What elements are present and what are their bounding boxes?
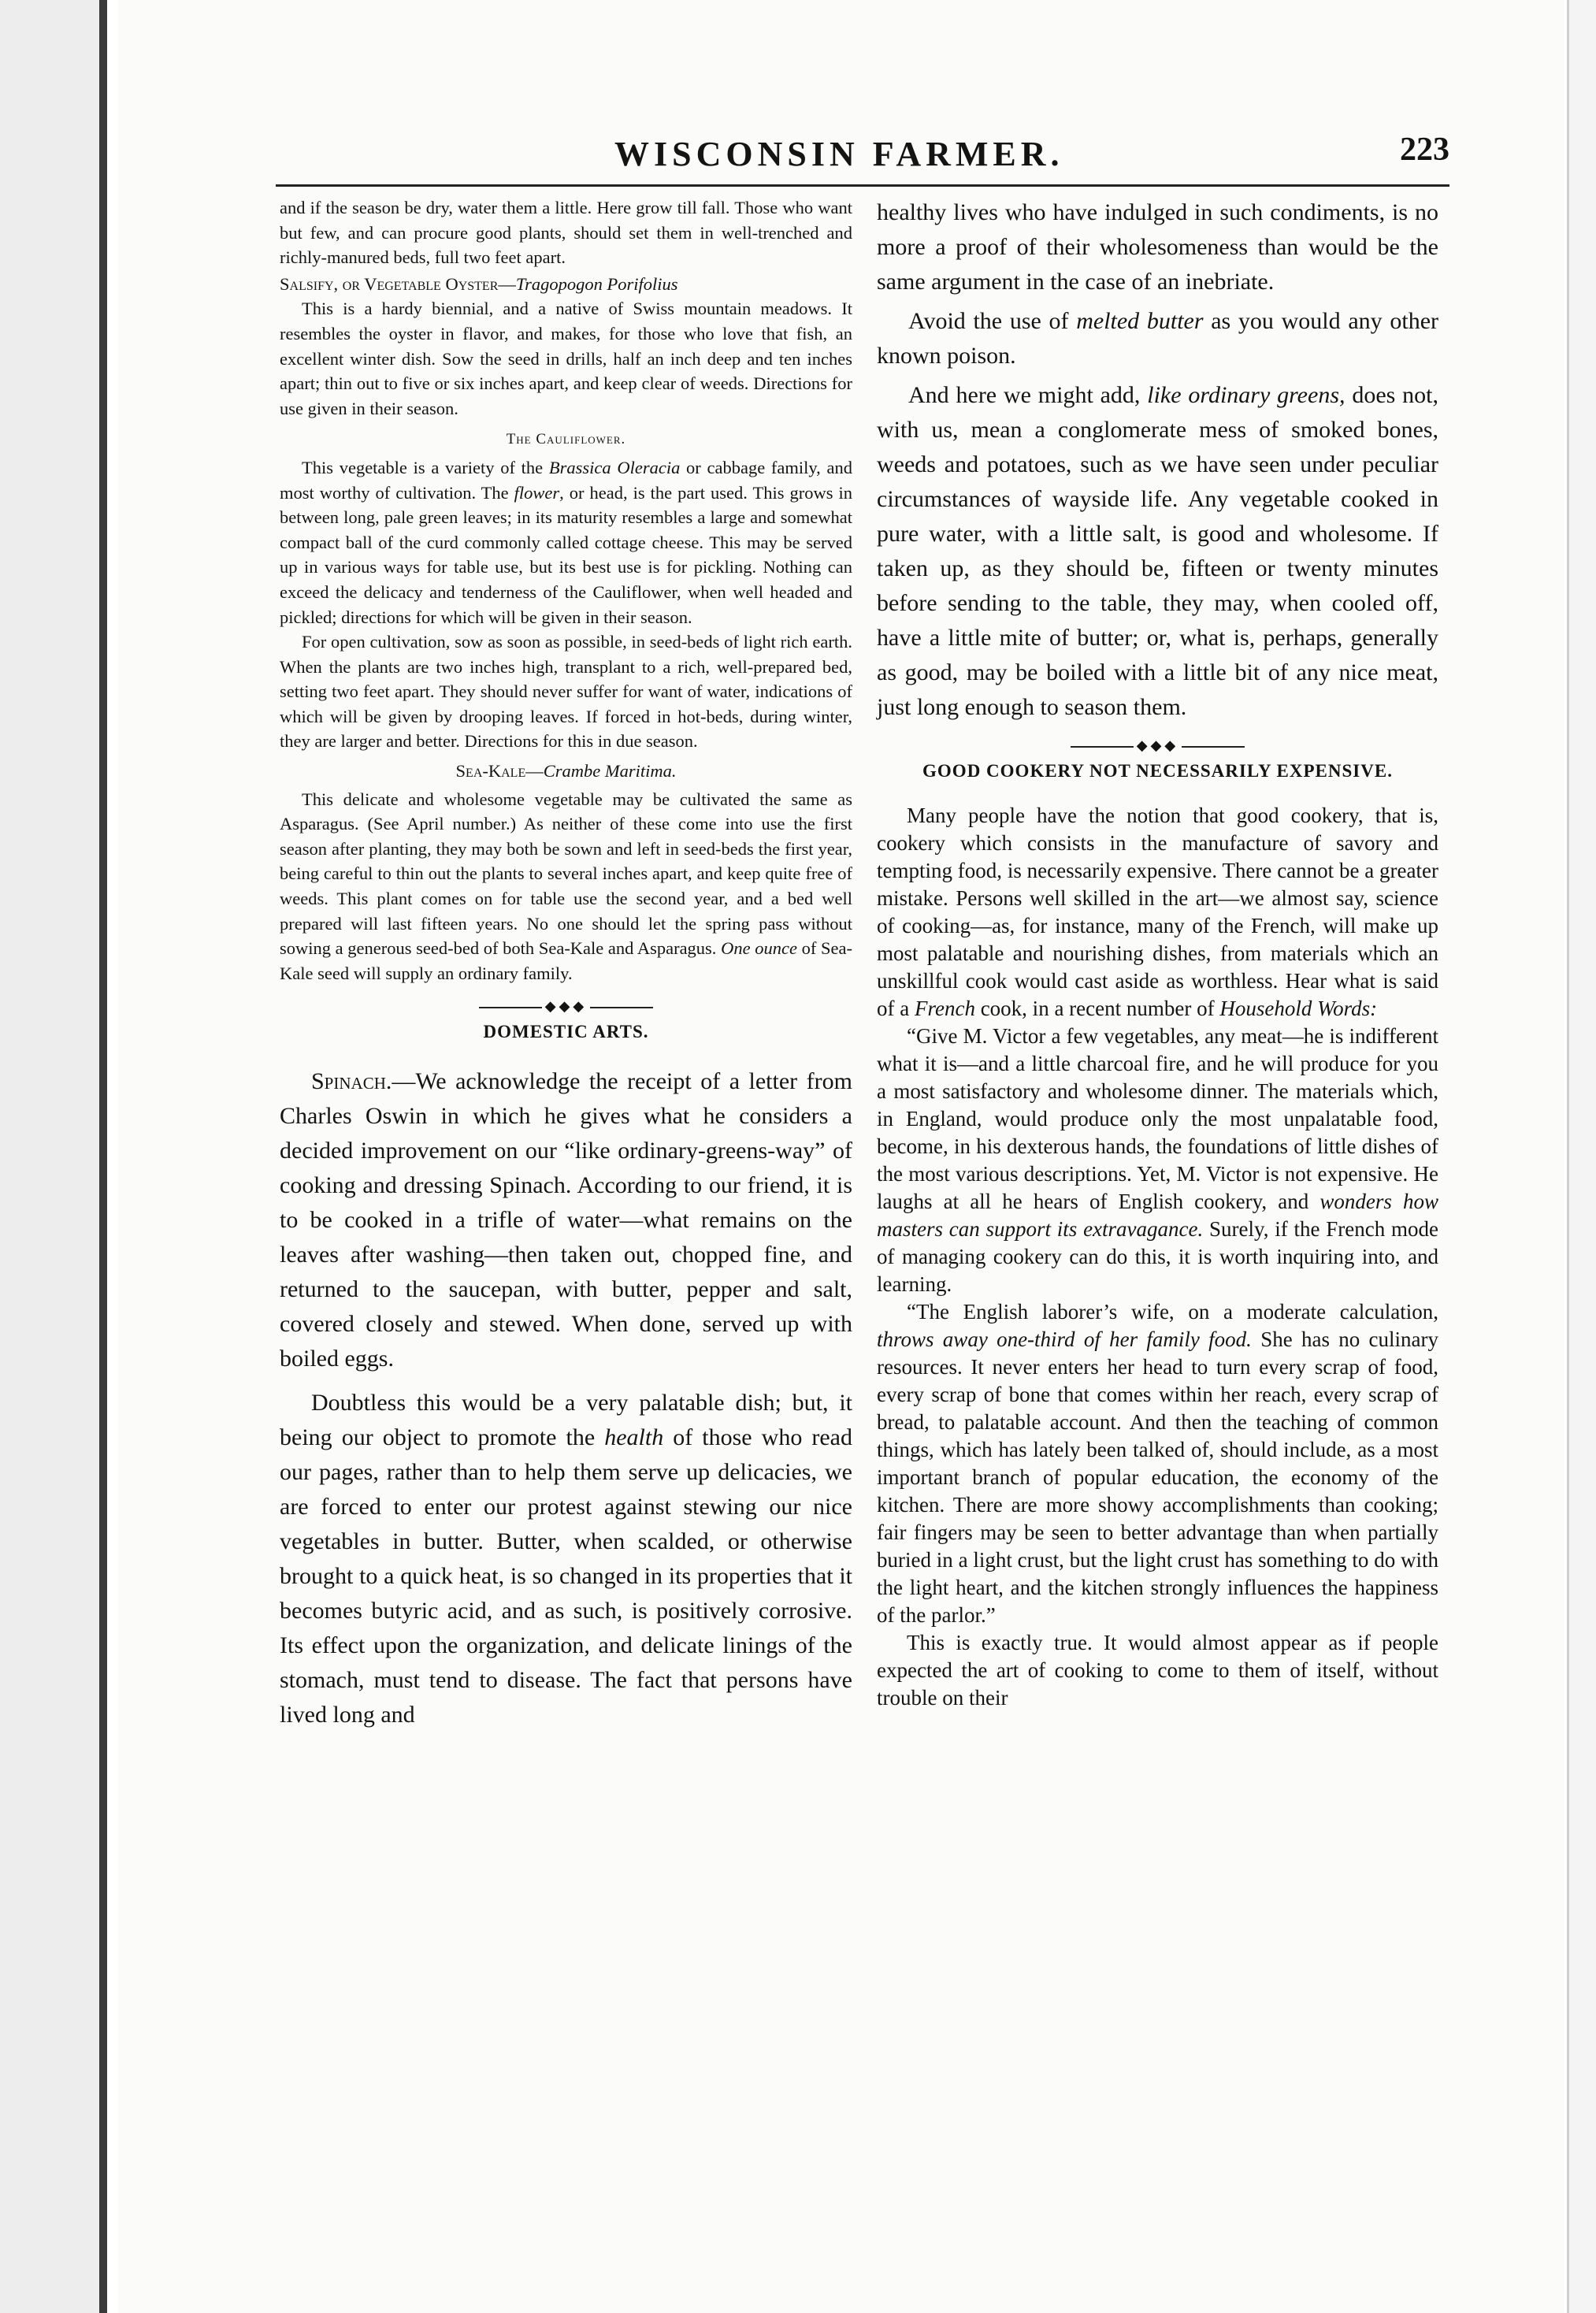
left-page-edge: [0, 0, 107, 2313]
cauliflower-paragraph: This vegetable is a variety of the Brassica Oleracia or cabbage family, and most worthy of cultivation. The flower, or head, is the part used. This grows in between long, pale green leaves; in its maturity resembles a large and somewhat compact ball of the curd commonly called cottage cheese. This may be served up in various ways for table use, but its best use is for pickling. Nothing can exceed the delicacy and tenderness of the Cauliflower, when well headed and pickled; directions for which will be given in their season.: [280, 457, 852, 627]
seakale-heading: Sea-Kale—Crambe Maritima.: [455, 761, 677, 782]
salsify-heading: Salsify, or Vegetable Oyster—Tragopogon Porifolius: [280, 273, 678, 294]
page-number: 223: [1400, 132, 1449, 168]
paragraph: Many people have the notion that good cookery, that is, cookery which consists in the manufacture of savory and tempting food, is necessarily expensive. There cannot be a greater mistake. Persons well skilled in the art—we almost say, science of cooking—as, for instance, many of the French, will make up most palatable and nourishing dishes, from materials which an unskillful cook would cast aside as worthless. Hear what is said of a French cook, in a recent number of Household Words:: [877, 804, 1438, 1020]
header-rule: [276, 184, 1449, 187]
good-cookery-heading: GOOD COOKERY NOT NECESSARILY EXPENSIVE.: [922, 761, 1393, 781]
paragraph: This is exactly true. It would almost appear as if people expected the art of cooking to come to them of itself, without trouble on their: [877, 1631, 1438, 1710]
quote-paragraph: “The English laborer’s wife, on a moderate calculation, throws away one-third of her family food. She has no culinary resources. It never enters her head to turn every scrap of food, every scrap of bone that comes within her reach, every scrap of bread, to palatable account. And then the teaching of common things, which has lately been talked of, should include, as a most important branch of popular education, the economy of the kitchen. There are more showy accomplishments than cooking; fair fingers may be seen to better advantage than when partially buried in a light crust, but the light crust has something to do with the light heart, and the kitchen strongly influences the happiness of the parlor.”: [877, 1300, 1438, 1627]
right-column: [877, 195, 1438, 1712]
cauliflower-cultivation-paragraph: For open cultivation, sow as soon as possible, in seed-beds of light rich earth. When the plants are two inches high, transplant to a rich, well-prepared bed, setting two feet apart. They should never suffer for want of water, indications of which will be given by drooping leaves. If forced in hot-beds, during winter, they are larger and better. Directions for this in due season.: [280, 632, 852, 752]
right-page-edge: [1567, 0, 1596, 2313]
greens-paragraph: And here we might add, like ordinary greens, does not, with us, mean a conglomerate mess of smoked bones, weeds and potatoes, such as we have seen under peculiar circumstances of wayside life. Any vegetable cooked in pure water, with a little salt, is good and wholesome. If taken up, as they should be, fifteen or twenty minutes before sending to the table, they may, when cooled off, have a little mite of butter; or, what is, perhaps, generally as good, may be boiled with a little bit of any nice meat, just long enough to season them.: [877, 382, 1438, 720]
avoid-paragraph: Avoid the use of melted butter as you would any other known poison.: [877, 308, 1438, 369]
seakale-paragraph: This delicate and wholesome vegetable may be cultivated the same as Asparagus. (See April number.) As neither of these come into use the first season after planting, they may both be sown and left in seed-beds the first year, being careful to thin out the plants to several inches apart, and keep quite free of weeds. This plant comes on for table use the second year, and a bed well prepared will last fifteen years. No one should let the spring pass without sowing a generous seed-bed of both Sea-Kale and Asparagus. One ounce of Sea-Kale seed will supply an ordinary family.: [280, 789, 852, 983]
left-column: [280, 195, 852, 1732]
butter-section: [877, 195, 1438, 725]
journal-title: WISCONSIN FARMER.: [614, 135, 1064, 173]
quote-paragraph: “Give M. Victor a few vegetables, any meat—he is indifferent what it is—and a little charcoal fire, and he will produce for you a most satisfactory and wholesome dinner. The materials which, in England, would produce only the most unpalatable food, become, in his dexterous hands, the foundations of little dishes of the most various descriptions. Yet, M. Victor is not expensive. He laughs at all he hears of English cookery, and wonders how masters can support its extravagance. Surely, if the French mode of managing cookery can do this, it is worth inquiring into, and learning.: [877, 1024, 1438, 1296]
salsify-paragraph: This is a hardy biennial, and a native of Swiss mountain meadows. It resembles the oyster in flavor, and makes, for those who love that fish, an excellent winter dish. Sow the seed in drills, half an inch deep and ten inches apart; thin out to five or six inches apart, and keep clear of weeds. Directions for use given in their season.: [280, 299, 852, 418]
domestic-arts-heading: DOMESTIC ARTS.: [483, 1022, 649, 1042]
cauliflower-heading: The Cauliflower.: [506, 431, 626, 448]
domestic-arts-section: [280, 1064, 852, 1732]
paragraph: and if the season be dry, water them a little. Here grow till fall. Those who want but few, and can procure good plants, should set them in well-trenched and richly-manured beds, full two feet apart.: [280, 198, 852, 268]
section-divider: ◆◆◆: [280, 998, 852, 1014]
running-header: [504, 126, 1449, 183]
binding-shadow: [99, 0, 107, 2313]
doubtless-paragraph: Doubtless this would be a very palatable dish; but, it being our object to promote the health of those who read our pages, rather than to help them serve up delicacies, we are forced to enter our protest against stewing our nice vegetables in butter. Butter, when scalded, or otherwise brought to a quick heat, is so changed in its properties that it becomes butyric acid, and as such, is positively corrosive. Its effect upon the organization, and delicate linings of the stomach, must tend to disease. The fact that persons have lived long and: [280, 1390, 852, 1728]
good-cookery-section: [877, 802, 1438, 1712]
spinach-paragraph: Spinach.—We acknowledge the receipt of a letter from Charles Oswin in which he gives what he considers a decided improvement on our “like ordinary-greens-way” of cooking and dressing Spinach. According to our friend, it is to be cooked in a trifle of water—what remains on the leaves after washing—then taken out, chopped fine, and returned to the saucepan, with butter, pepper and salt, covered closely and stewed. When done, served up with boiled eggs.: [280, 1068, 852, 1372]
gardening-section: [280, 195, 852, 986]
section-divider: ◆◆◆: [877, 737, 1438, 753]
paragraph: healthy lives who have indulged in such condiments, is no more a proof of their wholesomeness than would be the same argument in the case of an inebriate.: [877, 199, 1438, 295]
